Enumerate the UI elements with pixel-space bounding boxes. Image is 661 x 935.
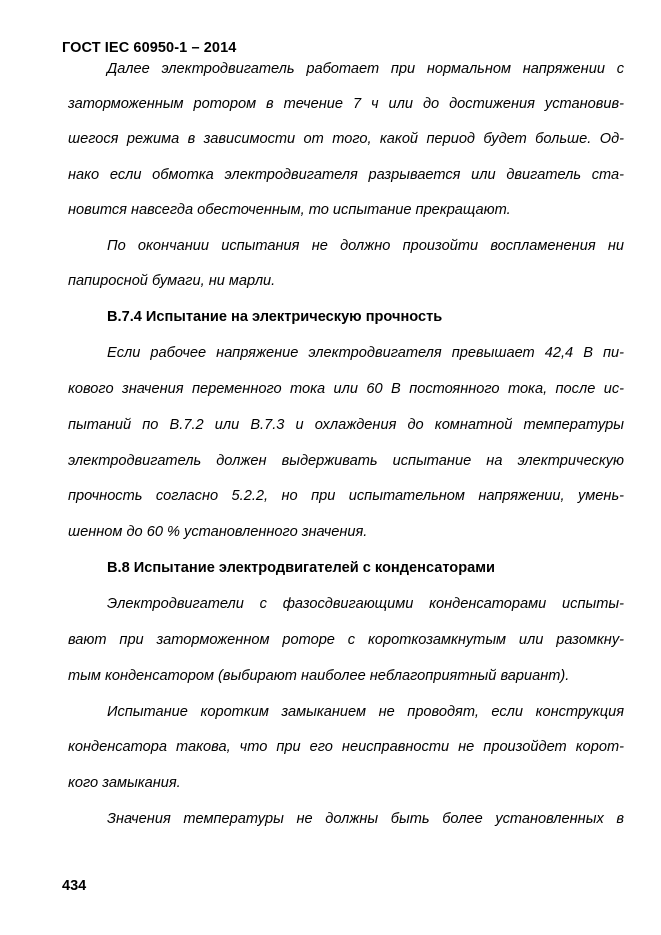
- paragraph-line: прочность согласно 5.2.2, но при испытательном напряжении, умень-: [68, 488, 624, 504]
- paragraph-line: По окончании испытания не должно произойти воспламенения ни: [107, 238, 624, 254]
- paragraph-line: папиросной бумаги, ни марли.: [68, 273, 276, 289]
- paragraph-line: Если рабочее напряжение электродвигателя превышает 42,4 В пи-: [107, 345, 624, 361]
- paragraph-line: новится навсегда обесточенным, то испытание прекращают.: [68, 202, 511, 218]
- paragraph-line: шегося режима в зависимости от того, какой период будет больше. Од-: [68, 131, 624, 147]
- paragraph-line: нако если обмотка электродвигателя разрывается или двигатель ста-: [68, 167, 624, 183]
- paragraph-line: тым конденсатором (выбирают наиболее неблагоприятный вариант).: [68, 668, 570, 684]
- paragraph-line: конденсатора такова, что при его неисправности не произойдет корот-: [68, 739, 624, 755]
- paragraph-line: вают при заторможенном роторе с короткозамкнутым или разомкну-: [68, 632, 624, 648]
- paragraph-line: кого замыкания.: [68, 775, 181, 791]
- section-heading: B.8 Испытание электродвигателей с конденсаторами: [107, 560, 496, 576]
- page-number: 434: [62, 878, 87, 894]
- paragraph-line: кового значения переменного тока или 60 В постоянного тока, после ис-: [68, 381, 624, 397]
- section-heading: B.7.4 Испытание на электрическую прочность: [107, 309, 443, 325]
- paragraph-line: шенном до 60 % установленного значения.: [68, 524, 368, 540]
- paragraph-line: пытаний по B.7.2 или B.7.3 и охлаждения до комнатной температуры: [68, 417, 624, 433]
- paragraph-line: заторможенным ротором в течение 7 ч или до достижения установив-: [68, 96, 624, 112]
- document-header: ГОСТ IEC 60950-1 – 2014: [62, 40, 237, 56]
- paragraph-line: Электродвигатели с фазосдвигающими конденсаторами испыты-: [107, 596, 624, 612]
- paragraph-line: электродвигатель должен выдерживать испытание на электрическую: [68, 453, 624, 469]
- paragraph-line: Значения температуры не должны быть более установленных в: [107, 811, 624, 827]
- paragraph-line: Далее электродвигатель работает при нормальном напряжении с: [107, 61, 624, 77]
- paragraph-line: Испытание коротким замыканием не проводят, если конструкция: [107, 704, 624, 720]
